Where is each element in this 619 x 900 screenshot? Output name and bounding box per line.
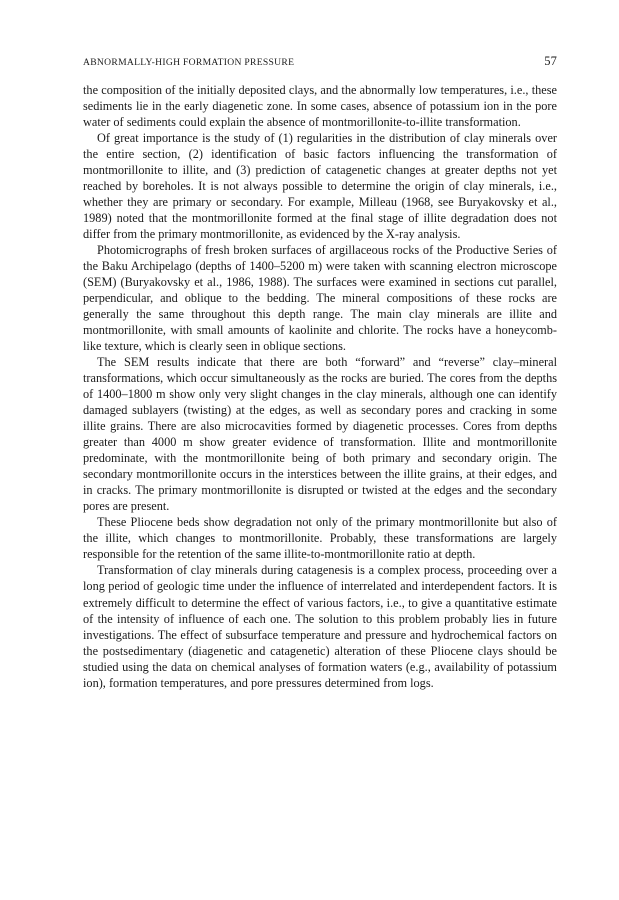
paragraph-transformation: Transformation of clay minerals during catagenesis is a complex process, proceeding over a long period of geologic time under the influence of interrelated and interdependent factors. It is extremely difficult to determine the effect of various factors, i.e., to give a quantitative estimate of the intensity of influence of each one. The solution to this problem probably lies in future investigations. The effect of subsurface temperature and pressure and hydrochemical factors on the postsedimentary (diagenetic and catagenetic) alteration of these Pliocene clays should be studied using the data on chemical analyses of formation waters (e.g., availability of potassium ion), formation temperatures, and pore pressures determined from logs.	[83, 563, 557, 690]
paragraph-clay-study: Of great importance is the study of (1) regularities in the distribution of clay minerals over the entire section, (2) identification of basic factors influencing the transformation of montmorillonite to illite, and (3) prediction of catagenetic changes at greater depths not yet reached by boreholes. It is not always possible to determine the origin of clay minerals, i.e., whether they are primary or secondary. For example, Milleau (1968, see Buryakovsky et al., 1989) noted that the montmorillonite formed at the final stage of illite degradation does not differ from the primary montmorillonite, as evidenced by the X-ray analysis.	[83, 131, 557, 242]
paragraph-photomicrographs: Photomicrographs of fresh broken surfaces of argillaceous rocks of the Productive Series of the Baku Archipelago (depths of 1400–5200 m) were taken with scanning electron microscope (SEM) (Buryakovsky et al., 1986, 1988). The surfaces were examined in sections cut parallel, perpendicular, and oblique to the bedding. The mineral compositions of these rocks are generally the same throughout this depth range. The main clay minerals are illite and montmorillonite, with small amounts of kaolinite and chlorite. The rocks have a honeycomb-like texture, which is clearly seen in oblique sections.	[83, 243, 557, 354]
paragraph-continued: the composition of the initially deposited clays, and the abnormally low temperatures, i.e., these sediments lie in the early diagenetic zone. In some cases, absence of potassium ion in the pore water of sediments could explain the absence of montmorillonite-to-illite transformation.	[83, 83, 557, 130]
running-title: ABNORMALLY-HIGH FORMATION PRESSURE	[83, 57, 295, 68]
paragraph-sem-results: The SEM results indicate that there are both “forward” and “reverse” clay–mineral transformations, which occur simultaneously as the rocks are buried. The cores from the depths of 1400–1800 m show only very slight changes in the clay minerals, although one can identify damaged sublayers (twisting) at the edges, as well as secondary pores and cracking in some illite grains. There are also microcavities formed by diagenetic processes. Cores from depths greater than 4000 m show greater evidence of transformation. Illite and montmorillonite predominate, with the montmorillonite being of both primary and secondary origin. The secondary montmorillonite occurs in the interstices between the illite grains, at their edges, and in cracks. The primary montmorillonite is disrupted or twisted at the edges and the secondary pores are present.	[83, 355, 557, 514]
paragraph-pliocene-beds: These Pliocene beds show degradation not only of the primary montmorillonite but also of the illite, which changes to montmorillonite. Probably, these transformations are largely responsible for the retention of the same illite-to-montmorillonite ratio at depth.	[83, 515, 557, 562]
page-number: 57	[544, 54, 557, 68]
book-page	[83, 54, 557, 691]
running-head	[83, 54, 557, 70]
body-text	[83, 82, 557, 691]
